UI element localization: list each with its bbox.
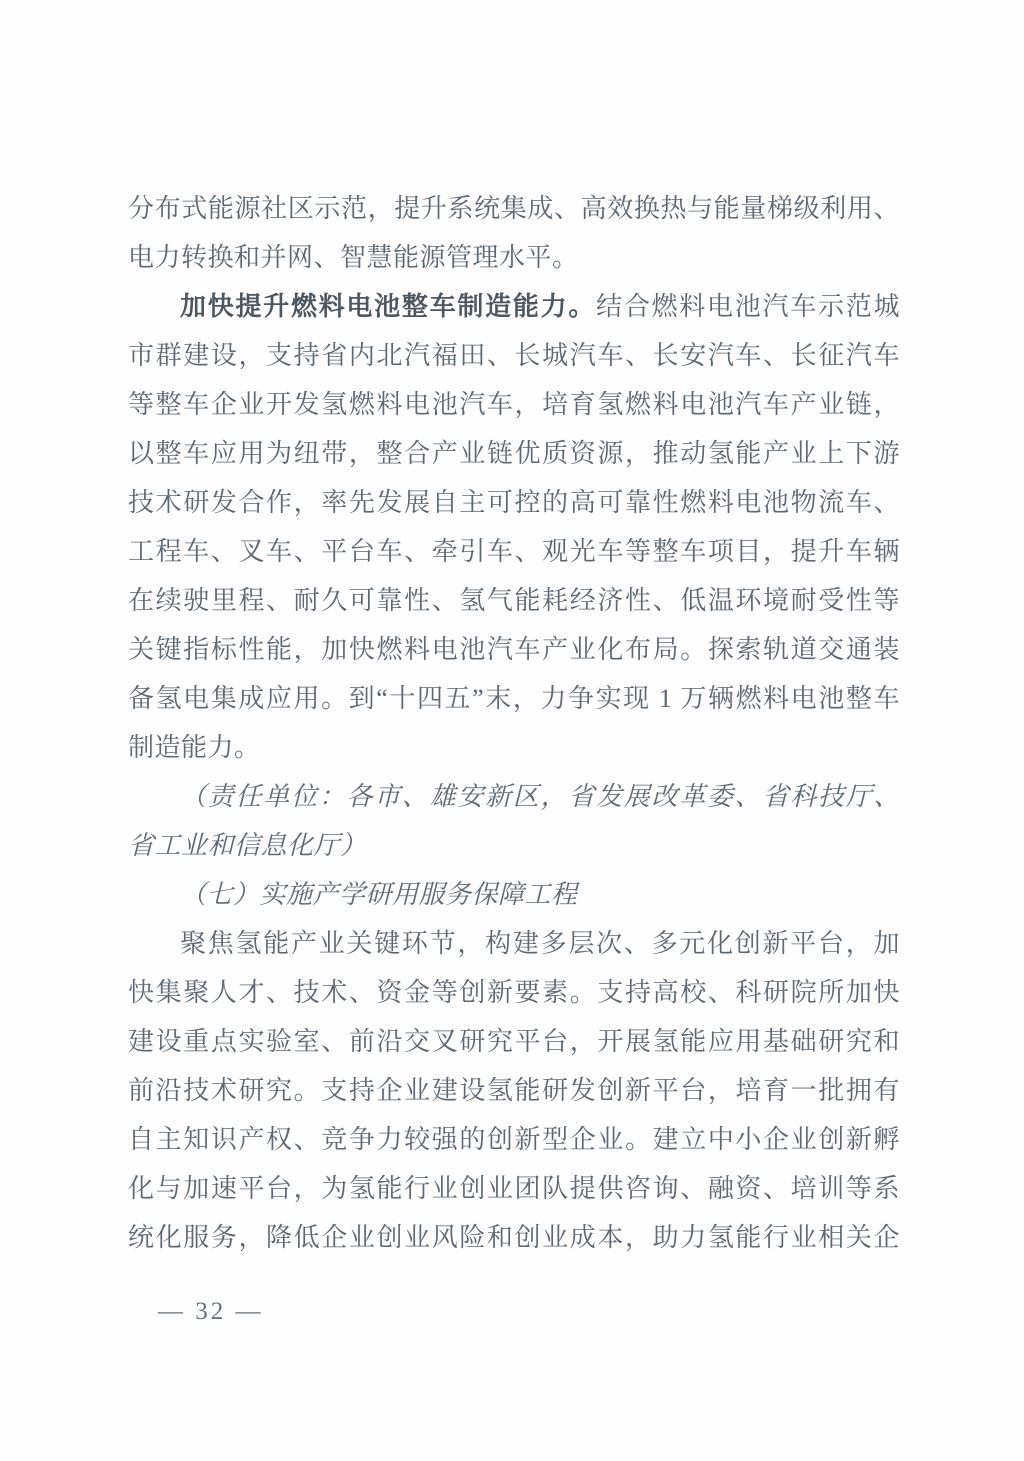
text-line (128, 821, 900, 870)
text-line (128, 919, 900, 968)
text-segment: 化与加速平台，为氢能行业创业团队提供咨询、融资、培训等系 (128, 1174, 900, 1203)
text-segment: 结合燃料电池汽车示范城 (596, 292, 900, 321)
text-line (128, 1017, 900, 1066)
text-segment: 市群建设，支持省内北汽福田、长城汽车、长安汽车、长征汽车 (128, 341, 900, 370)
text-line (128, 625, 900, 674)
text-block (128, 184, 900, 1262)
text-line (128, 1066, 900, 1115)
text-segment: 工程车、叉车、平台车、牵引车、观光车等整车项目，提升车辆 (128, 537, 900, 566)
text-segment: 分布式能源社区示范，提升系统集成、高效换热与能量梯级利用、 (128, 194, 900, 223)
text-segment: 自主知识产权、竞争力较强的创新型企业。建立中小企业创新孵 (128, 1125, 900, 1154)
text-segment: 建设重点实验室、前沿交叉研究平台，开展氢能应用基础研究和 (128, 1027, 900, 1056)
text-line (128, 184, 900, 233)
text-line (128, 478, 900, 527)
text-line (128, 674, 900, 723)
text-line (128, 772, 900, 821)
text-segment: 前沿技术研究。支持企业建设氢能研发创新平台，培育一批拥有 (128, 1076, 900, 1105)
bold-lead-sentence: 加快提升燃料电池整车制造能力。 (180, 292, 597, 321)
text-line (128, 331, 900, 380)
text-segment: 等整车企业开发氢燃料电池汽车，培育氢燃料电池汽车产业链， (128, 390, 900, 419)
text-segment: 电力转换和并网、智慧能源管理水平。 (128, 243, 579, 272)
text-line (128, 282, 900, 331)
text-line (128, 1115, 900, 1164)
text-line (128, 380, 900, 429)
text-segment: （七）实施产学研用服务保障工程 (180, 880, 578, 909)
text-segment: 在续驶里程、耐久可靠性、氢气能耗经济性、低温环境耐受性等 (128, 586, 900, 615)
text-segment: 统化服务，降低企业创业风险和创业成本，助力氢能行业相关企 (128, 1223, 900, 1252)
text-segment: 聚焦氢能产业关键环节，构建多层次、多元化创新平台，加 (180, 929, 900, 958)
text-line (128, 576, 900, 625)
text-segment: 省工业和信息化厅） (128, 831, 367, 860)
text-line (128, 1164, 900, 1213)
text-segment: （责任单位：各市、雄安新区，省发展改革委、省科技厅、 (180, 782, 900, 811)
text-segment: 以整车应用为纽带，整合产业链优质资源，推动氢能产业上下游 (128, 439, 900, 468)
text-line (128, 233, 900, 282)
text-line (128, 968, 900, 1017)
page-number-footer: — 32 — (158, 1298, 264, 1325)
text-segment: 关键指标性能，加快燃料电池汽车产业化布局。探索轨道交通装 (128, 635, 900, 664)
text-segment: 制造能力。 (128, 733, 261, 762)
text-segment: 快集聚人才、技术、资金等创新要素。支持高校、科研院所加快 (128, 978, 900, 1007)
text-line (128, 1213, 900, 1262)
text-line (128, 870, 900, 919)
text-line (128, 429, 900, 478)
text-line (128, 527, 900, 576)
text-segment: 备氢电集成应用。到“十四五”末，力争实现 1 万辆燃料电池整车 (128, 684, 900, 713)
text-line (128, 723, 900, 772)
text-segment: 技术研发合作，率先发展自主可控的高可靠性燃料电池物流车、 (128, 488, 900, 517)
